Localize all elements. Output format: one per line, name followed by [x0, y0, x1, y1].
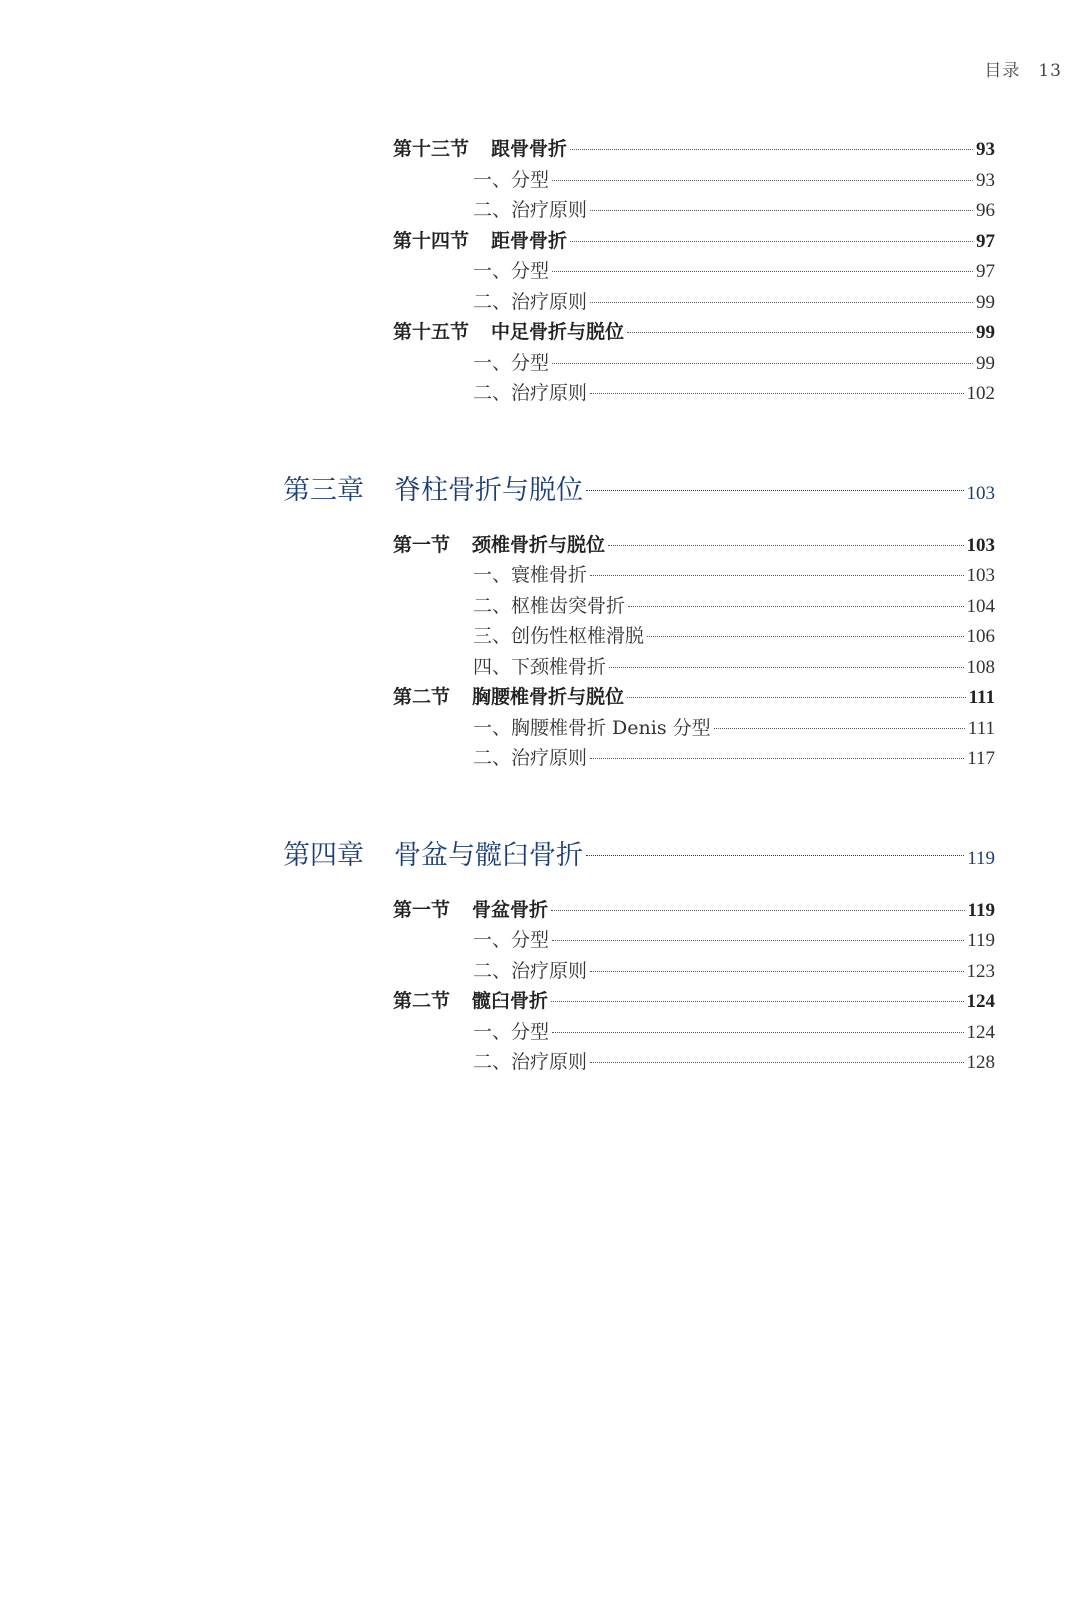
- toc-item-row[interactable]: [473, 1017, 995, 1047]
- toc-item-row[interactable]: [473, 348, 995, 378]
- chapter-label: 第四章: [283, 840, 364, 871]
- item-title: 四、下颈椎骨折: [473, 656, 607, 678]
- dot-leader: [552, 363, 973, 364]
- dot-leader: [590, 302, 973, 303]
- item-title: 二、治疗原则: [473, 1051, 588, 1073]
- toc-item-row[interactable]: [473, 560, 995, 590]
- toc-chapter-row[interactable]: [283, 468, 995, 508]
- item-title: 二、治疗原则: [473, 199, 588, 221]
- toc-item-row[interactable]: [473, 743, 995, 773]
- toc-item-row[interactable]: [473, 1047, 995, 1077]
- toc-section-row[interactable]: [393, 530, 995, 560]
- dot-leader: [590, 971, 963, 972]
- section-title: 骨盆骨折: [472, 899, 549, 921]
- item-title: 一、分型: [473, 929, 550, 951]
- dot-leader: [551, 1001, 963, 1002]
- page-ref: 123: [966, 961, 995, 982]
- section-title: 距骨骨折: [491, 230, 568, 252]
- dot-leader: [552, 1032, 963, 1033]
- page-number: 13: [1038, 61, 1062, 81]
- item-title: 三、创伤性枢椎滑脱: [473, 625, 645, 647]
- toc-item-row[interactable]: [473, 256, 995, 286]
- toc-item-row[interactable]: [473, 287, 995, 317]
- running-head: [984, 56, 1062, 81]
- page-ref: 119: [967, 848, 995, 869]
- page-ref: 124: [966, 991, 995, 1012]
- item-title: 二、枢椎齿突骨折: [473, 595, 626, 617]
- toc-chapter-row[interactable]: [283, 833, 995, 873]
- page-ref: 103: [966, 535, 995, 556]
- dot-leader: [628, 606, 963, 607]
- dot-leader: [590, 393, 963, 394]
- dot-leader: [586, 855, 964, 856]
- dot-leader: [590, 1062, 963, 1063]
- dot-leader: [608, 545, 963, 546]
- section-label: 第十四节: [393, 230, 470, 252]
- dot-leader: [590, 575, 963, 576]
- dot-leader: [586, 490, 964, 491]
- dot-leader: [552, 271, 973, 272]
- page-ref: 111: [968, 687, 995, 708]
- item-title: 一、胸腰椎骨折 Denis 分型: [473, 717, 711, 739]
- toc-item-row[interactable]: [473, 925, 995, 955]
- dot-leader: [551, 910, 965, 911]
- dot-leader: [627, 332, 973, 333]
- toc-item-row[interactable]: [473, 378, 995, 408]
- dot-leader: [714, 728, 965, 729]
- page-ref: 93: [976, 139, 995, 160]
- dot-leader: [647, 636, 963, 637]
- toc-item-row[interactable]: [473, 165, 995, 195]
- page-ref: 103: [966, 565, 995, 586]
- section-title: 中足骨折与脱位: [491, 321, 625, 343]
- toc-section-row[interactable]: [393, 317, 995, 347]
- page-ref: 97: [976, 261, 995, 282]
- section-label: 第二节: [393, 686, 451, 708]
- section-label: 第二节: [393, 990, 451, 1012]
- chapter-title: 脊柱骨折与脱位: [394, 475, 583, 506]
- item-title: 一、分型: [473, 260, 550, 282]
- toc-item-row[interactable]: [473, 591, 995, 621]
- section-label: 第十五节: [393, 321, 470, 343]
- toc-section-row[interactable]: [393, 986, 995, 1016]
- item-title: 一、寰椎骨折: [473, 564, 588, 586]
- item-title: 一、分型: [473, 169, 550, 191]
- page-ref: 99: [976, 322, 995, 343]
- toc-section-row[interactable]: [393, 895, 995, 925]
- section-label: 第一节: [393, 899, 451, 921]
- item-title: 二、治疗原则: [473, 747, 588, 769]
- section-title: 胸腰椎骨折与脱位: [472, 686, 625, 708]
- dot-leader: [590, 758, 964, 759]
- section-title: 颈椎骨折与脱位: [472, 534, 606, 556]
- section-label: 第十三节: [393, 138, 470, 160]
- section-title: 髋臼骨折: [472, 990, 549, 1012]
- dot-leader: [570, 149, 973, 150]
- section-label: 第一节: [393, 534, 451, 556]
- page-ref: 99: [976, 292, 995, 313]
- dot-leader: [570, 241, 973, 242]
- toc-item-row[interactable]: [473, 652, 995, 682]
- page-ref: 104: [966, 596, 995, 617]
- toc-item-row[interactable]: [473, 713, 995, 743]
- toc-section-row[interactable]: [393, 682, 995, 712]
- section-title: 跟骨骨折: [491, 138, 568, 160]
- page-ref: 124: [966, 1022, 995, 1043]
- dot-leader: [552, 940, 964, 941]
- dot-leader: [627, 697, 966, 698]
- page-ref: 128: [966, 1052, 995, 1073]
- toc-item-row[interactable]: [473, 956, 995, 986]
- item-title: 二、治疗原则: [473, 382, 588, 404]
- dot-leader: [552, 180, 973, 181]
- page-ref: 96: [976, 200, 995, 221]
- page-ref: 99: [976, 353, 995, 374]
- page-ref: 108: [966, 657, 995, 678]
- item-title: 一、分型: [473, 1021, 550, 1043]
- chapter-title: 骨盆与髋臼骨折: [394, 840, 583, 871]
- page-ref: 119: [967, 900, 995, 921]
- toc-item-row[interactable]: [473, 621, 995, 651]
- dot-leader: [590, 210, 973, 211]
- page-ref: 103: [966, 483, 995, 504]
- toc-section-row[interactable]: [393, 226, 995, 256]
- page-ref: 102: [966, 383, 995, 404]
- page-ref: 119: [967, 930, 995, 951]
- chapter-label: 第三章: [283, 475, 364, 506]
- running-head-title: 目录: [984, 61, 1021, 81]
- toc-section-row[interactable]: [393, 134, 995, 164]
- page-ref: 97: [976, 231, 995, 252]
- page-ref: 117: [967, 748, 995, 769]
- page-ref: 93: [976, 170, 995, 191]
- item-title: 二、治疗原则: [473, 291, 588, 313]
- item-title: 二、治疗原则: [473, 960, 588, 982]
- toc-item-row[interactable]: [473, 195, 995, 225]
- page-ref: 111: [967, 718, 995, 739]
- dot-leader: [609, 667, 963, 668]
- item-title: 一、分型: [473, 352, 550, 374]
- page-ref: 106: [966, 626, 995, 647]
